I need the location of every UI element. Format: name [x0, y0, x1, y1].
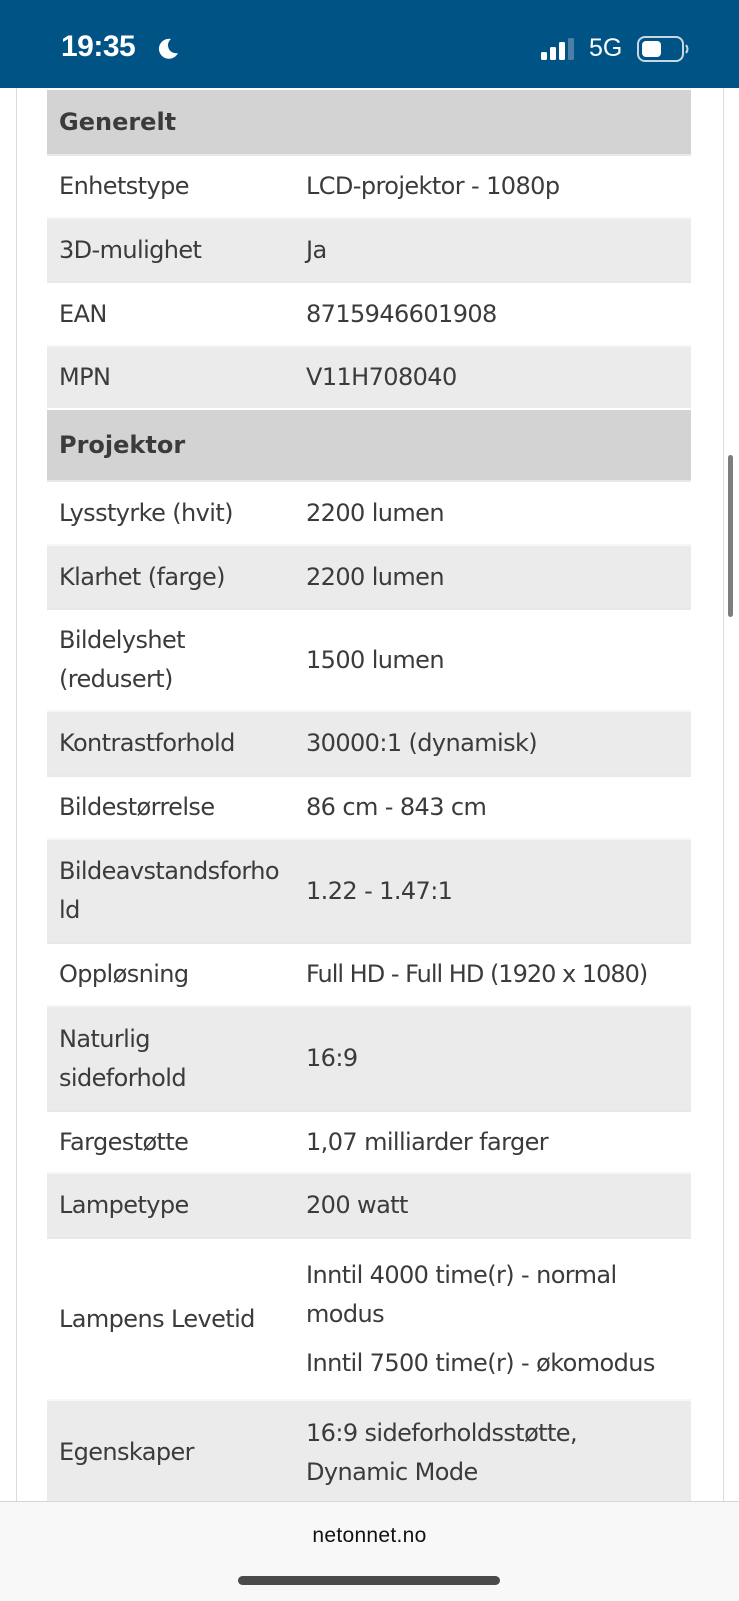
spec-label: Oppløsning [47, 943, 294, 1006]
spec-label: Enhetstype [47, 155, 294, 218]
table-row [47, 1006, 691, 1111]
spec-table [47, 88, 691, 1504]
spec-value: 1500 lumen [294, 609, 691, 711]
spec-value: 30000:1 (dynamisk) [294, 711, 691, 776]
table-row [47, 545, 691, 609]
cellular-signal-icon [541, 38, 577, 60]
table-row [47, 711, 691, 776]
spec-value: V11H708040 [294, 346, 691, 409]
battery-icon [637, 36, 689, 62]
spec-value: 1,07 milliarder farger [294, 1111, 691, 1173]
spec-label: Lampens Levetid [47, 1238, 294, 1400]
table-row [47, 839, 691, 943]
section-title: Generelt [47, 89, 691, 155]
table-row [47, 1238, 691, 1400]
spec-label: Lampetype [47, 1173, 294, 1238]
table-row [47, 218, 691, 282]
table-row [47, 155, 691, 218]
vertical-scrollbar[interactable] [728, 455, 733, 617]
table-row [47, 282, 691, 346]
table-row [47, 1173, 691, 1238]
table-row [47, 776, 691, 839]
spec-label: Egenskaper [47, 1400, 294, 1504]
spec-label: Bildelyshet (redusert) [47, 609, 294, 711]
spec-value: 1.22 - 1.47:1 [294, 839, 691, 943]
spec-label: 3D-mulighet [47, 218, 294, 282]
section-header-generelt [47, 89, 691, 155]
spec-label: Lysstyrke (hvit) [47, 481, 294, 545]
spec-value: 16:9 sideforholdsstøtte, Dynamic Mode [294, 1400, 691, 1504]
table-row [47, 346, 691, 409]
spec-value: 8715946601908 [294, 282, 691, 346]
moon-icon [157, 38, 179, 60]
section-title: Projektor [47, 409, 691, 481]
table-row [47, 609, 691, 711]
spec-label: Klarhet (farge) [47, 545, 294, 609]
spec-value: 200 watt [294, 1173, 691, 1238]
spec-value: Ja [294, 218, 691, 282]
spec-label: Naturlig sideforhold [47, 1006, 294, 1111]
spec-value: 2200 lumen [294, 481, 691, 545]
spec-label: MPN [47, 346, 294, 409]
spec-label: Fargestøtte [47, 1111, 294, 1173]
network-type: 5G [589, 34, 623, 62]
product-specs-page [16, 88, 724, 1508]
home-indicator[interactable] [238, 1576, 500, 1585]
spec-value: LCD-projektor - 1080p [294, 155, 691, 218]
spec-label: Kontrastforhold [47, 711, 294, 776]
spec-value-line: Inntil 4000 time(r) - normal modus [306, 1260, 617, 1328]
table-row [47, 1400, 691, 1504]
url-address[interactable]: netonnet.no [312, 1524, 427, 1547]
spec-value: 86 cm - 843 cm [294, 776, 691, 839]
spec-value-line: Inntil 7500 time(r) - økomodus [306, 1348, 655, 1377]
section-header-projektor [47, 409, 691, 481]
table-row [47, 1111, 691, 1173]
spec-value-multi [294, 1238, 691, 1400]
spec-value: 2200 lumen [294, 545, 691, 609]
table-row [47, 481, 691, 545]
spec-value: 16:9 [294, 1006, 691, 1111]
status-bar [0, 0, 739, 88]
spec-label: Bildeavstandsforhold [47, 839, 294, 943]
browser-bottom-bar [0, 1501, 739, 1601]
status-time: 19:35 [61, 30, 136, 63]
spec-value: Full HD - Full HD (1920 x 1080) [294, 943, 691, 1006]
spec-label: EAN [47, 282, 294, 346]
table-row [47, 943, 691, 1006]
spec-label: Bildestørrelse [47, 776, 294, 839]
